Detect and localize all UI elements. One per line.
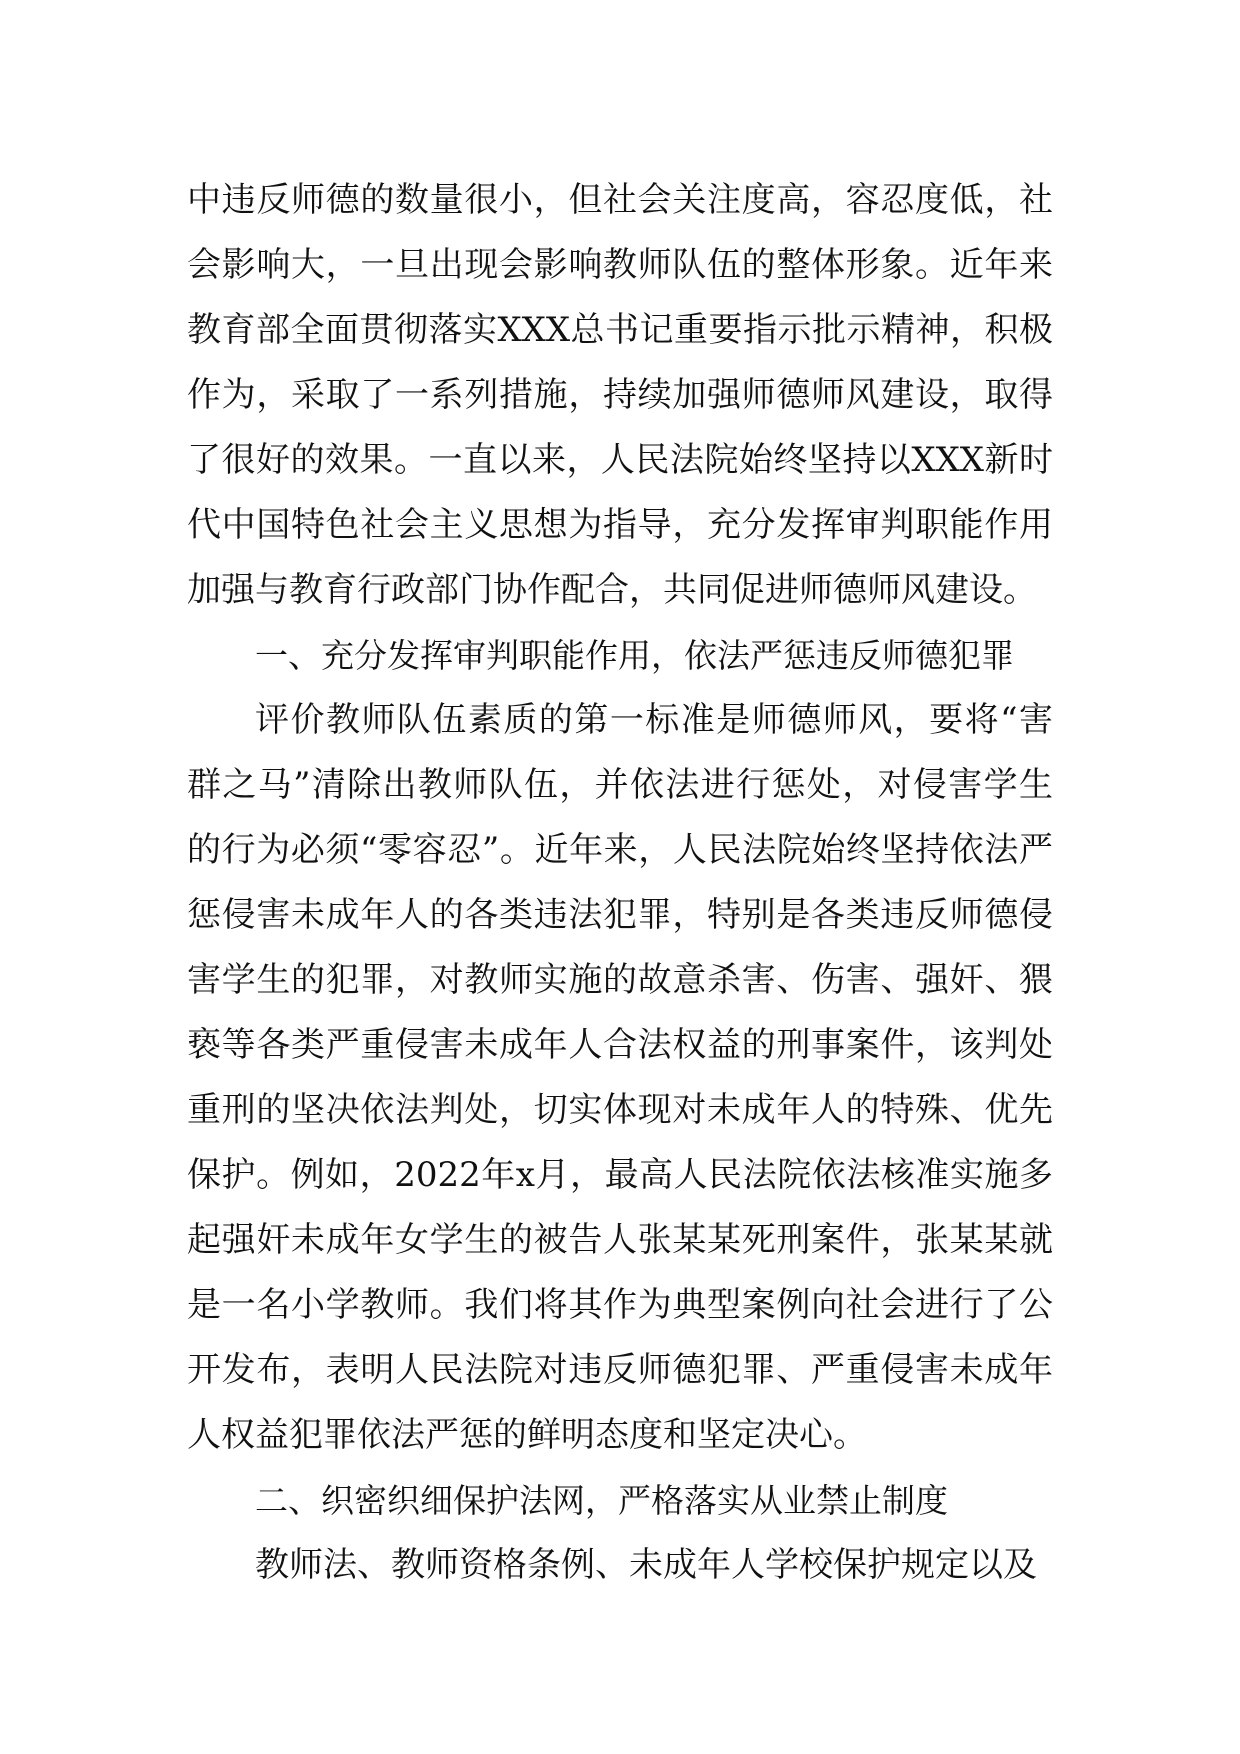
body-paragraph-3: 教师法、教师资格条例、未成年人学校保护规定以及 (255, 1545, 1037, 1585)
document-page (187, 168, 1053, 1598)
body-paragraph-2: 评价教师队伍素质的第一标准是师德师风，要将“害群之马”清除出教师队伍，并依法进行惩处，对侵害学生的行为必须“零容忍”。近年来，人民法院始终坚持依法严惩侵害未成年人的各类违法犯罪，特别是各类违反师德侵害学生的犯罪，对教师实施的故意杀害、伤害、强奸、猥亵等各类严重侵害未成年人合法权益的刑事案件，该判处重刑的坚决依法判处，切实体现对未成年人的特殊、优先保护。例如，2022年x月，最高人民法院依法核准实施多起强奸未成年女学生的被告人张某某死刑案件，张某某就是一名小学教师。我们将其作为典型案例向社会进行了公开发布，表明人民法院对违反师德犯罪、严重侵害未成年人权益犯罪依法严惩的鲜明态度和坚定决心。 (187, 700, 1053, 1455)
body-paragraph-1: 中违反师德的数量很小，但社会关注度高，容忍度低，社会影响大，一旦出现会影响教师队伍的整体形象。近年来教育部全面贯彻落实XXX总书记重要指示批示精神，积极作为，采取了一系列措施，持续加强师德师风建设，取得了很好的效果。一直以来，人民法院始终坚持以XXX新时代中国特色社会主义思想为指导，充分发挥审判职能作用加强与教育行政部门协作配合，共同促进师德师风建设。 (187, 180, 1053, 610)
section-heading-1: 一、充分发挥审判职能作用，依法严惩违反师德犯罪 (255, 636, 1014, 675)
section-heading-2: 二、织密织细保护法网，严格落实从业禁止制度 (255, 1481, 948, 1520)
